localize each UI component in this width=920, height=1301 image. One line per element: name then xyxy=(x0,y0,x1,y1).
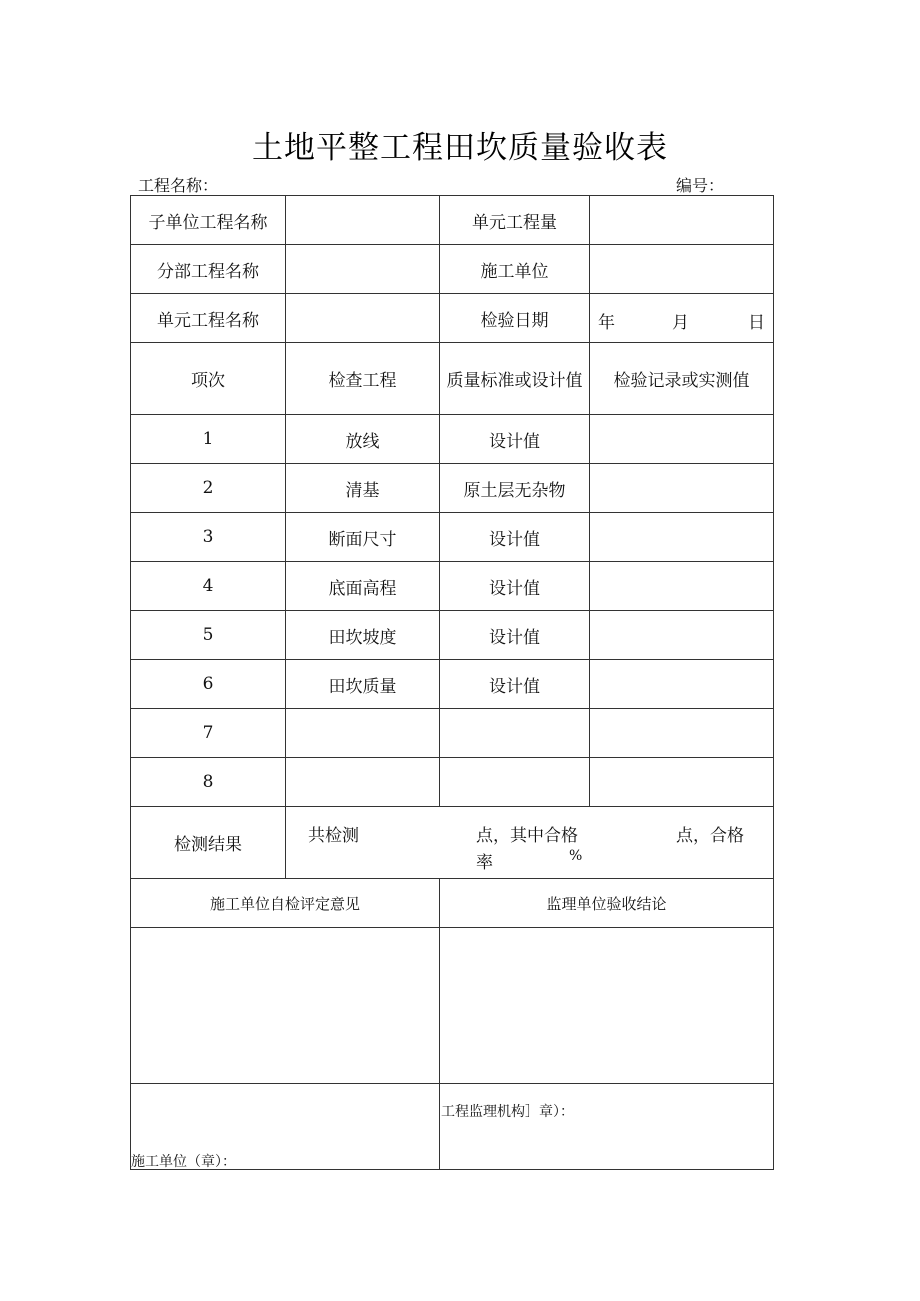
date-month: 月 xyxy=(672,313,689,333)
unit-quantity-label: 单元工程量 xyxy=(440,196,590,245)
row-standard: 设计值 xyxy=(440,611,590,660)
signature-row xyxy=(131,1084,774,1170)
row-item: 田坎质量 xyxy=(286,660,440,709)
opinion-content-row xyxy=(131,928,774,1084)
table-row xyxy=(131,464,774,513)
unit-name-label: 单元工程名称 xyxy=(131,294,286,343)
self-check-label: 施工单位自检评定意见 xyxy=(131,879,440,928)
table-row xyxy=(131,758,774,807)
row-record[interactable] xyxy=(590,709,774,758)
col-header-standard: 质量标准或设计值 xyxy=(440,343,590,415)
row-item: 断面尺寸 xyxy=(286,513,440,562)
row-no: 2 xyxy=(131,464,286,513)
acceptance-table xyxy=(130,195,774,1170)
row-no: 7 xyxy=(131,709,286,758)
row-record[interactable] xyxy=(590,562,774,611)
row-item: 清基 xyxy=(286,464,440,513)
unit-quantity-value[interactable] xyxy=(590,196,774,245)
contractor-value[interactable] xyxy=(590,245,774,294)
opinion-header-row xyxy=(131,879,774,928)
row-record[interactable] xyxy=(590,415,774,464)
table-row xyxy=(131,611,774,660)
supervisor-signature-cell[interactable] xyxy=(440,1084,774,1170)
row-item[interactable] xyxy=(286,709,440,758)
supervisor-seal-label: 工程监理机构］章）： xyxy=(441,1104,574,1120)
sub-unit-label: 子单位工程名称 xyxy=(131,196,286,245)
row-no: 8 xyxy=(131,758,286,807)
contractor-seal-label: 施工单位（章）： xyxy=(131,1154,236,1170)
page-title: 土地平整工程田坎质量验收表 xyxy=(252,130,668,166)
table-row xyxy=(131,660,774,709)
table-row xyxy=(131,415,774,464)
sub-unit-value[interactable] xyxy=(286,196,440,245)
row-no: 1 xyxy=(131,415,286,464)
row-standard[interactable] xyxy=(440,709,590,758)
inspection-date-value[interactable] xyxy=(590,294,774,343)
table-row xyxy=(131,709,774,758)
row-standard: 设计值 xyxy=(440,513,590,562)
row-record[interactable] xyxy=(590,464,774,513)
col-header-record: 检验记录或实测值 xyxy=(590,343,774,415)
result-rate-text: 点，合格 xyxy=(676,826,744,846)
date-day: 日 xyxy=(748,313,765,333)
division-label: 分部工程名称 xyxy=(131,245,286,294)
contractor-signature-cell[interactable] xyxy=(131,1084,440,1170)
row-standard: 设计值 xyxy=(440,415,590,464)
row-no: 4 xyxy=(131,562,286,611)
table-row xyxy=(131,562,774,611)
result-pass-text: 点，其中合格 xyxy=(476,826,578,846)
row-standard: 原土层无杂物 xyxy=(440,464,590,513)
form-number-label: 编号： xyxy=(676,176,725,195)
project-name-label: 工程名称： xyxy=(138,176,219,195)
row-record[interactable] xyxy=(590,758,774,807)
column-header-row xyxy=(131,343,774,415)
row-standard: 设计值 xyxy=(440,660,590,709)
row-standard: 设计值 xyxy=(440,562,590,611)
self-check-content[interactable] xyxy=(131,928,440,1084)
row-record[interactable] xyxy=(590,660,774,709)
info-row xyxy=(131,196,774,245)
result-content[interactable] xyxy=(286,807,774,879)
table-row xyxy=(131,513,774,562)
supervision-label: 监理单位验收结论 xyxy=(440,879,774,928)
result-label: 检测结果 xyxy=(131,807,286,879)
info-row xyxy=(131,245,774,294)
division-value[interactable] xyxy=(286,245,440,294)
row-item[interactable] xyxy=(286,758,440,807)
row-no: 3 xyxy=(131,513,286,562)
row-item: 底面高程 xyxy=(286,562,440,611)
row-no: 6 xyxy=(131,660,286,709)
row-no: 5 xyxy=(131,611,286,660)
row-record[interactable] xyxy=(590,611,774,660)
percent-sign: % xyxy=(569,848,583,864)
col-header-no: 项次 xyxy=(131,343,286,415)
result-rate-suffix: 率 xyxy=(476,853,493,873)
supervision-content[interactable] xyxy=(440,928,774,1084)
row-item: 放线 xyxy=(286,415,440,464)
row-item: 田坎坡度 xyxy=(286,611,440,660)
unit-name-value[interactable] xyxy=(286,294,440,343)
inspection-date-label: 检验日期 xyxy=(440,294,590,343)
row-record[interactable] xyxy=(590,513,774,562)
row-standard[interactable] xyxy=(440,758,590,807)
result-total-text: 共检测 xyxy=(308,826,359,846)
date-year: 年 xyxy=(598,313,615,333)
info-row xyxy=(131,294,774,343)
contractor-label: 施工单位 xyxy=(440,245,590,294)
col-header-item: 检查工程 xyxy=(286,343,440,415)
result-row xyxy=(131,807,774,879)
